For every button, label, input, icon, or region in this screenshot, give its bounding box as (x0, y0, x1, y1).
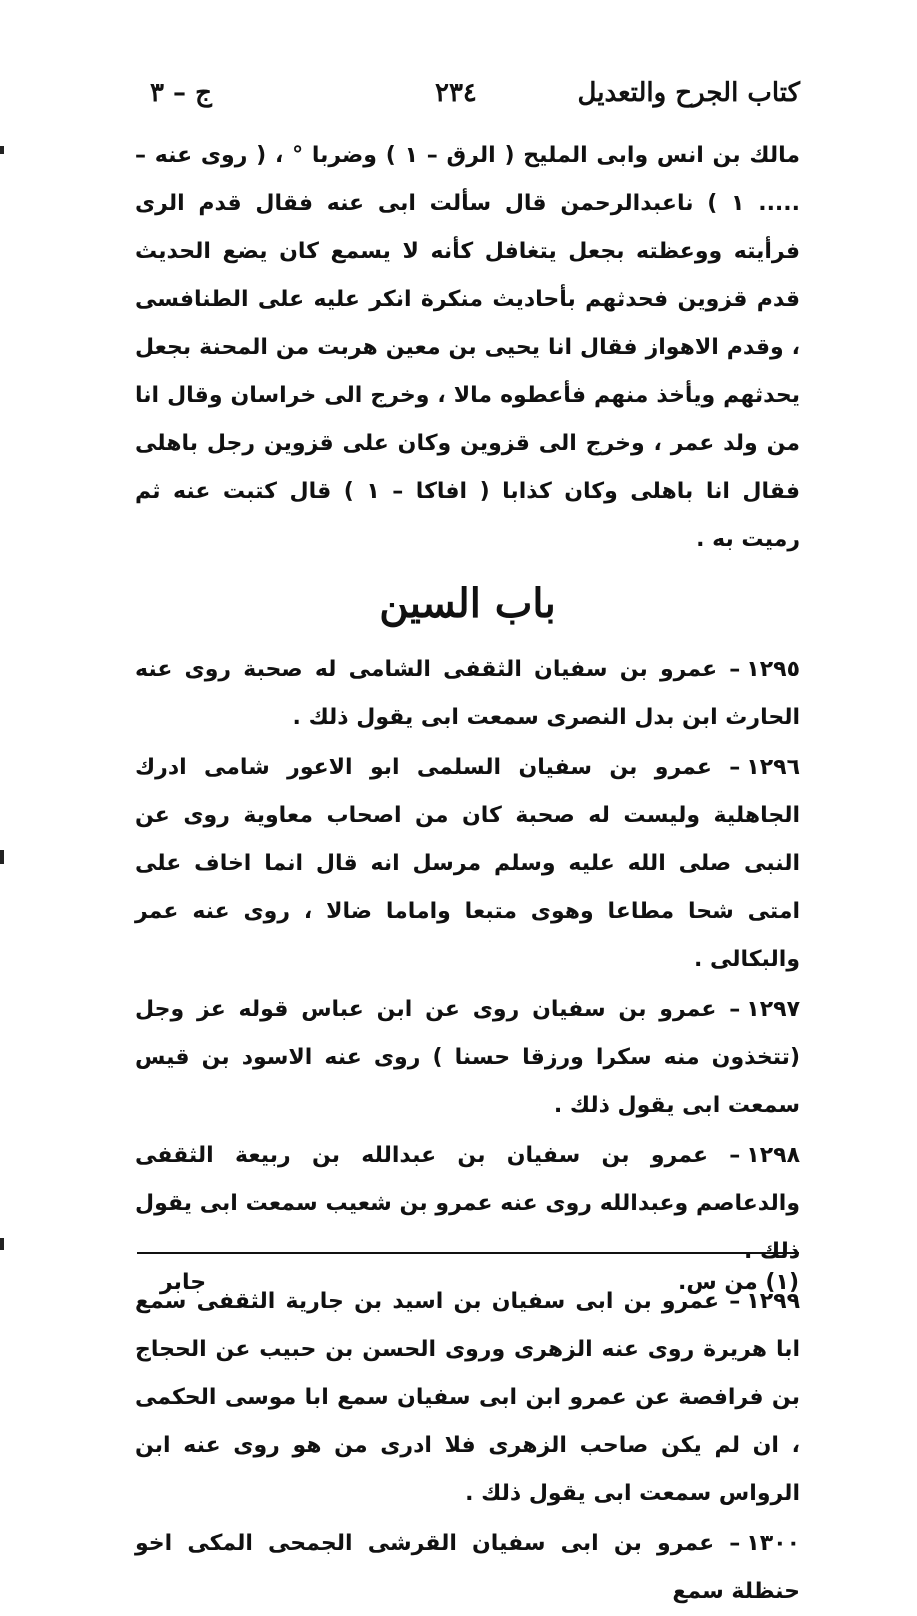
entry-text: – عمرو بن سفيان الثقفى الشامى له صحبة روى عنه الحارث ابن بدل النصرى سمعت ابى يقول ذلك . (135, 657, 800, 730)
book-title: كتاب الجرح والتعديل (577, 78, 800, 108)
intro-paragraph: مالك بن انس وابى المليح ( الرق – ١ ) وضربا ° ، ( روى عنه – ..... ١ ) ناعبدالرحمن قال سألت ابى عنه فقال قدم الرى فرأيته ووعظته بجعل يتغافل كأنه لا يسمع كان يضع الحديث قدم قزوين فحدثهم بأحاديث منكرة انكر عليه على الطنافسى ، وقدم الاهواز فقال انا يحيى بن معين هربت من المحنة بجعل يحدثهم ويأخذ منهم فأعطوه مالا ، وخرج الى خراسان وقال انا من ولد عمر ، وخرج الى قزوين وكان على قزوين رجل باهلى فقال انا باهلى وكان كذابا ( افاكا – ١ ) قال كتبت عنه ثم رميت به . (135, 143, 801, 552)
entry-text: – عمرو بن سفيان بن عبدالله بن ربيعة الثقفى والدعاصم وعبدالله روى عنه عمرو بن شعيب سمعت ابى يقول ذلك . (135, 1143, 800, 1264)
entry-1297 (135, 986, 800, 1130)
page-header (135, 78, 800, 118)
entry-number: ١٢٩٩ (746, 1289, 800, 1314)
footnote: (١) من س. (677, 1270, 799, 1295)
entry-1296 (135, 744, 800, 984)
entry-text: – عمرو بن ابى سفيان القرشى الجمحى المكى اخو حنظلة سمع (135, 1531, 800, 1604)
entry-1300 (135, 1520, 800, 1616)
entry-number: ١٢٩٥ (746, 657, 800, 682)
footnote-divider (137, 1252, 799, 1254)
page-number: ٢٣٤ (435, 78, 477, 108)
page-body (135, 132, 800, 1616)
section-heading: باب السين (379, 580, 556, 627)
entry-text: – عمرو بن سفيان السلمى ابو الاعور شامى ادرك الجاهلية وليست له صحبة كان من اصحاب معاوية روى عن النبى صلى الله عليه وسلم مرسل انه قال انما اخاف على امتى شحا مطاعا وهوى متبعا واماما ضالا ، روى عنه عمر والبكالى . (135, 755, 800, 972)
entry-number: ١٢٩٦ (746, 755, 800, 780)
entry-1299 (135, 1278, 800, 1518)
entry-number: ١٢٩٧ (746, 997, 800, 1022)
entry-number: ١٣٠٠ (746, 1531, 800, 1556)
volume-label: ج – ٣ (150, 78, 212, 108)
entry-1295 (135, 646, 800, 742)
entry-text: – عمرو بن ابى سفيان بن اسيد بن جارية الثقفى سمع ابا هريرة روى عنه الزهرى وروى الحسن بن حبيب عن الحجاج بن فرافصة عن عمرو ابن ابى سفيان سمع ابا موسى الحكمى ، ان لم يكن صاحب الزهرى فلا ادرى من هو روى عنه ابن الرواس سمعت ابى يقول ذلك . (135, 1289, 800, 1506)
entry-text: – عمرو بن سفيان روى عن ابن عباس قوله عز وجل (تتخذون منه سكرا ورزقا حسنا ) روى عنه الاسود بن قيس سمعت ابى يقول ذلك . (135, 997, 800, 1118)
catchword: جابر (160, 1270, 207, 1295)
margin-mark-middle (0, 850, 4, 864)
margin-mark-bottom (0, 1238, 4, 1250)
entry-1298 (135, 1132, 800, 1276)
entry-number: ١٢٩٨ (746, 1143, 800, 1168)
margin-mark-top (0, 146, 4, 154)
